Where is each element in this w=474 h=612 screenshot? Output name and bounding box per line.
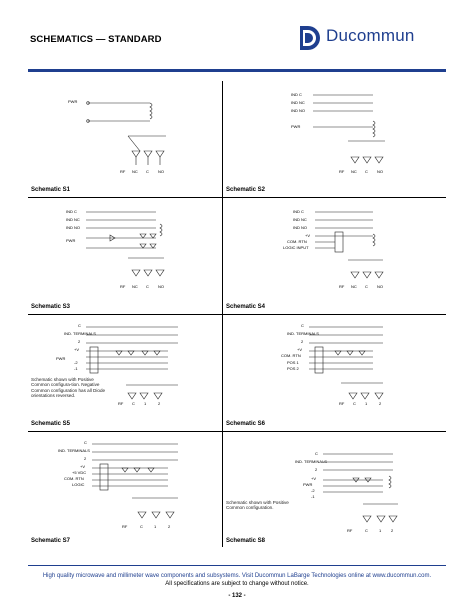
schematic-s1-diagram (28, 81, 222, 197)
schematic-label: Schematic S8 (226, 538, 266, 544)
schematic-s1: PWR RF NC C NO Schematic S1 (28, 81, 222, 197)
schematic-label: Schematic S4 (226, 304, 266, 310)
schematic-s6-diagram (223, 315, 417, 431)
schematic-s8-diagram (223, 432, 417, 548)
schematic-s6: C IND. TERMINALS 2 +V COM. RTN POS 1 POS 2 RF C 1 2 Schematic S6 (223, 315, 417, 431)
schematic-note: Schematic shown with Positive Common configura-tion. Negative Common configuration has all Diode orientations reversed. (31, 377, 106, 399)
schematic-label: Schematic S2 (226, 187, 266, 193)
brand-name: Ducommun (326, 26, 415, 45)
schematic-s2: IND C IND NC IND NO PWR RF NC C NO Schematic S2 (223, 81, 417, 197)
ducommun-logo-icon (296, 24, 324, 52)
schematic-s3-diagram (28, 198, 222, 314)
schematic-s4-diagram (223, 198, 417, 314)
page-number: - 132 - (228, 593, 246, 599)
schematic-s3: IND C IND NC IND NO PWR RF NC C NO Schematic S3 (28, 198, 222, 314)
footer-line-1: High quality microwave and millimeter wave components and subsystems. Visit Ducommun LaBarge Technologies online at www.ducommun.com. (42, 573, 432, 579)
schematic-s2-diagram (223, 81, 417, 197)
header-rule (28, 69, 446, 72)
schematic-note: Schematic shown with Positive Common configuration. (226, 500, 289, 511)
footer-rule (28, 565, 446, 566)
schematic-label: Schematic S6 (226, 421, 266, 427)
page-title: SCHEMATICS — STANDARD (30, 34, 162, 45)
schematic-label: Schematic S3 (31, 304, 71, 310)
schematic-label: Schematic S1 (31, 187, 71, 193)
brand-logo (296, 24, 446, 52)
schematic-s8: C IND. TERMINALS 2 +V PWR -2 -1 RF C 1 2 Schematic shown with Positive Common configuration. Schematic S8 (223, 432, 417, 548)
schematic-label: Schematic S7 (31, 538, 71, 544)
schematic-label: Schematic S5 (31, 421, 71, 427)
footer-line-2: All specifications are subject to change without notice. (165, 581, 309, 587)
schematic-s5: C IND. TERMINALS 2 +V PWR -2 -1 RF C 1 2 Schematic shown with Positive Common configura-tion. Negative Common configuration has all Diode orientations reversed. Schematic S5 (28, 315, 222, 431)
schematic-grid (28, 81, 446, 547)
schematic-s7: C IND. TERMINALS 2 +V +5 VDC COM. RTN LOGIC RF C 1 2 Schematic S7 (28, 432, 222, 548)
schematic-s4: IND C IND NC IND NO +V COM. RTN LOGIC INPUT RF NC C NO Schematic S4 (223, 198, 417, 314)
schematic-s5-diagram (28, 315, 222, 431)
